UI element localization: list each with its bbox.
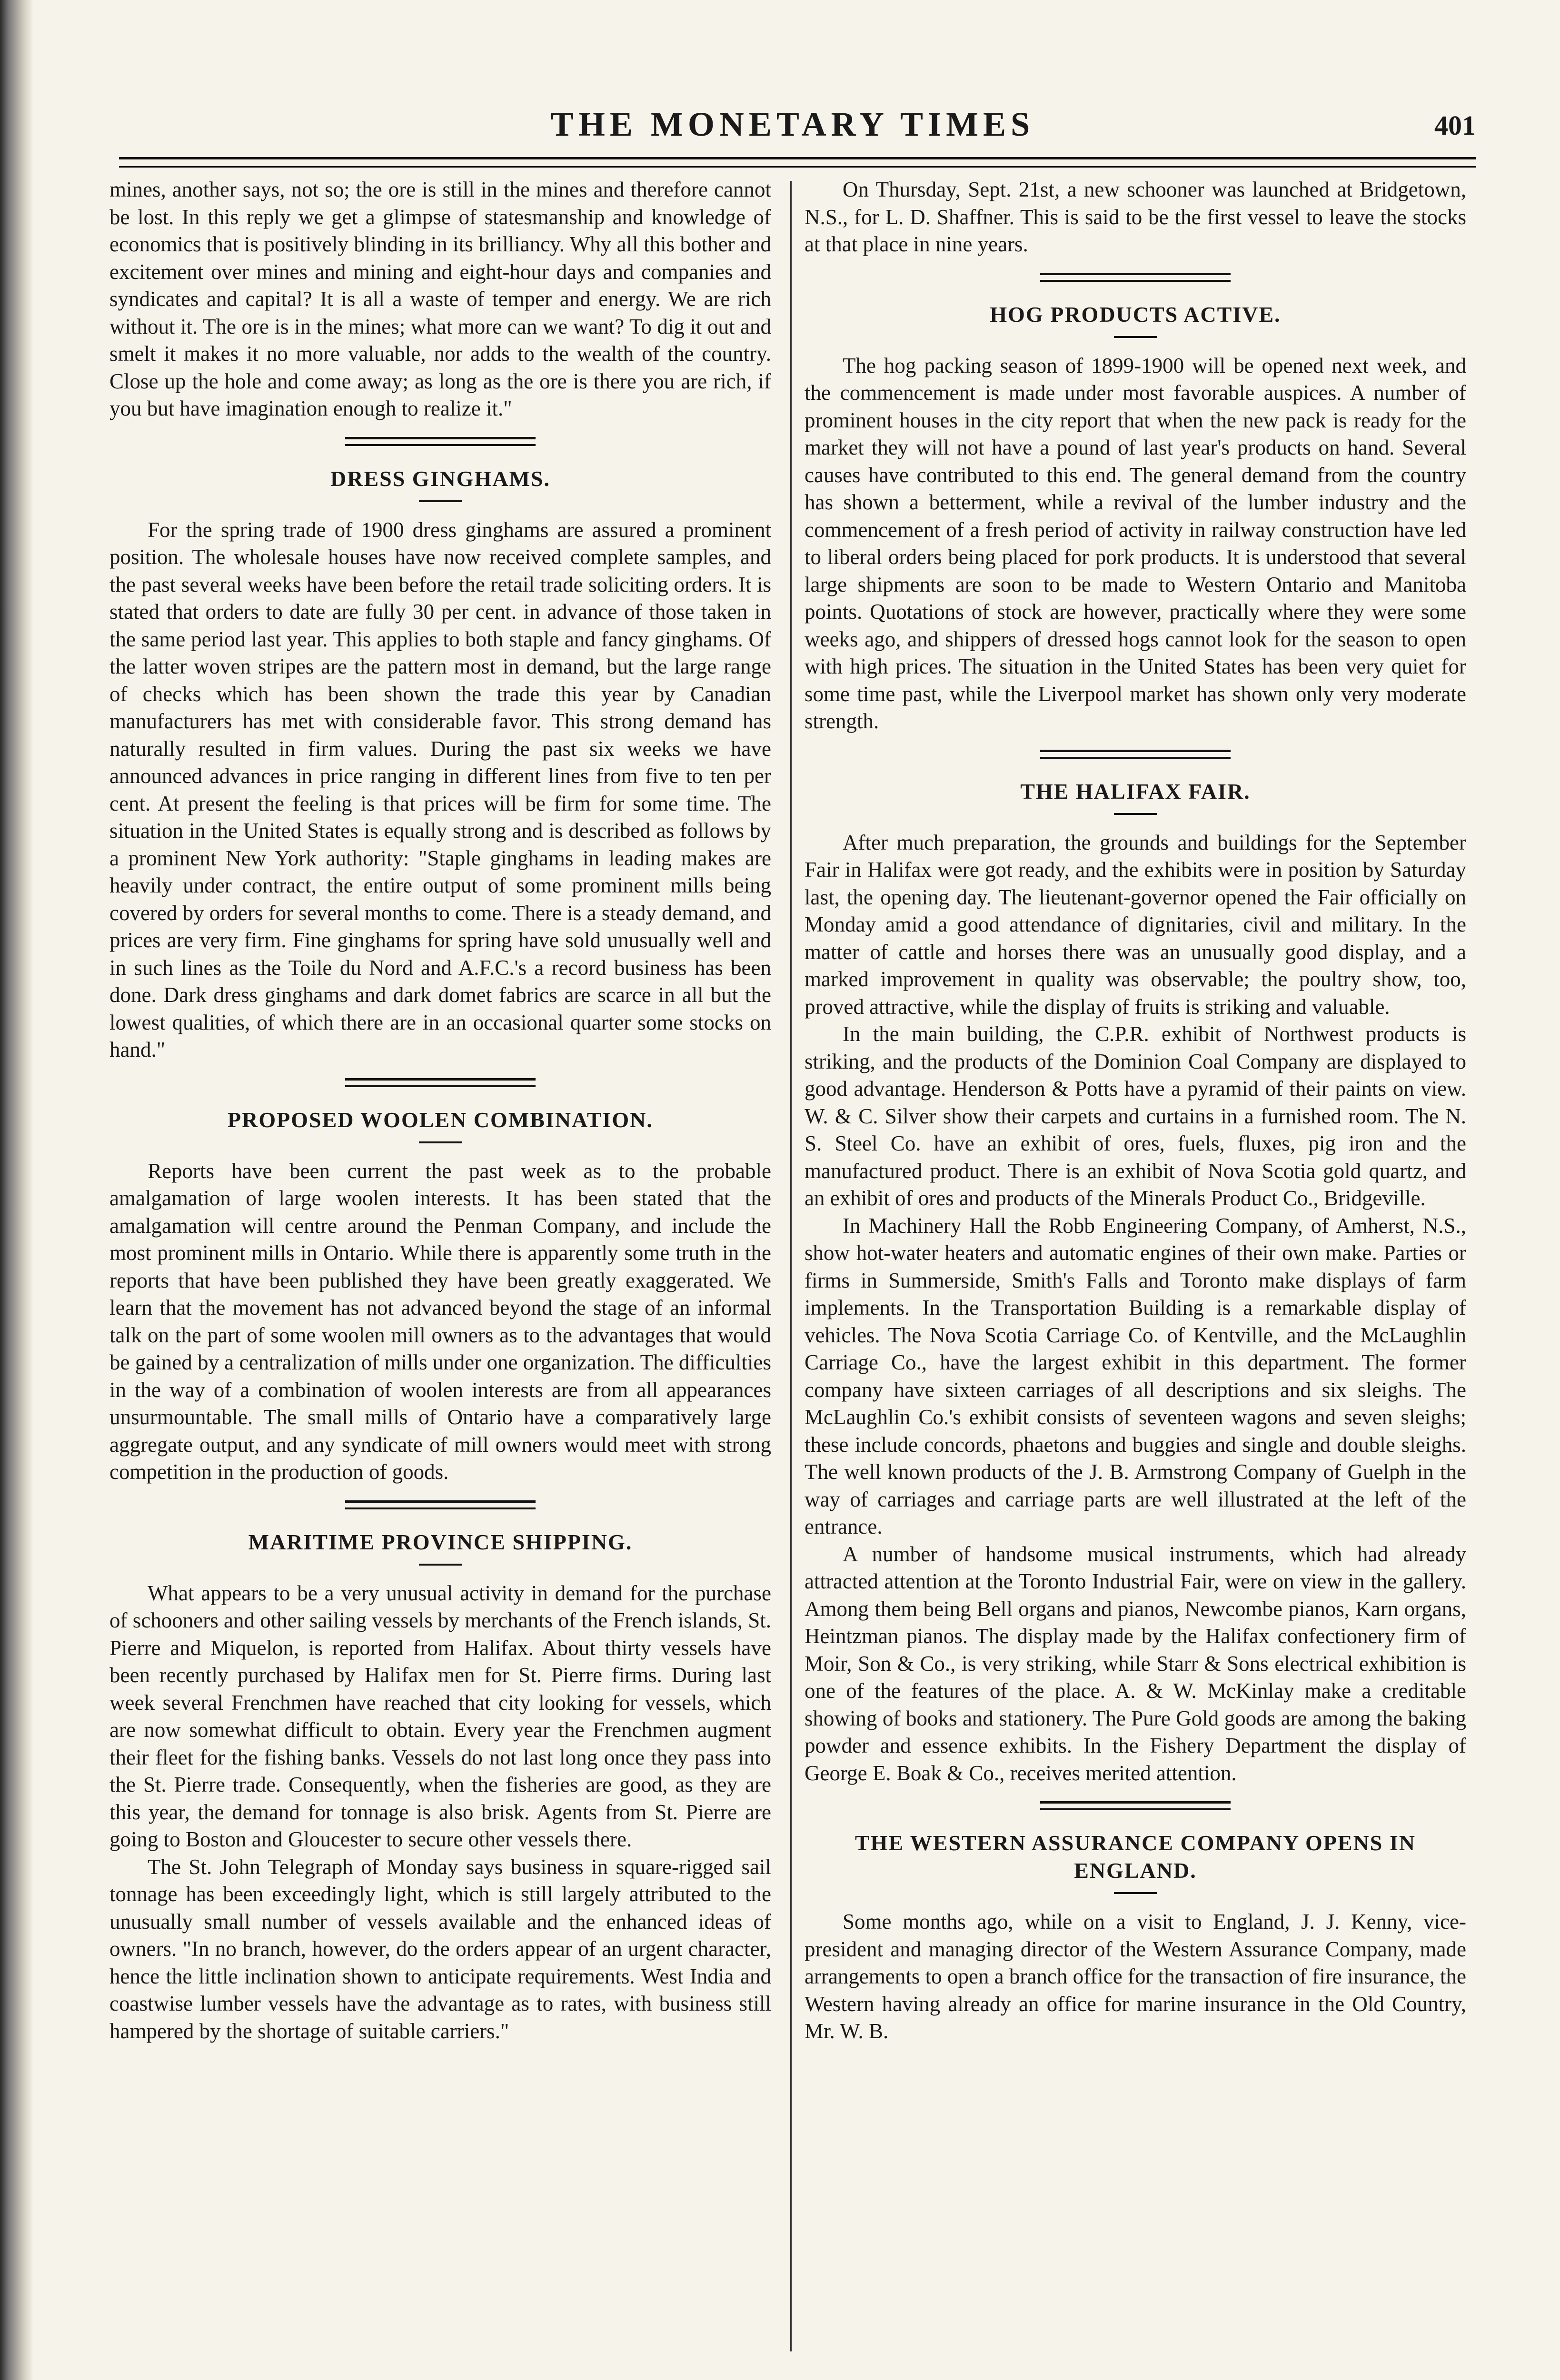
maritime-shipping-paragraph-1: What appears to be a very unusual activity in demand for the purchase of schooners and other sailing vessels by merchants of the French islands, St. Pierre and Miquelon, is reported from Halifax. About thirty vessels have been recently purchased by Halifax men for St. Pierre firms. During last week several Frenchmen have reached that city looking for vessels, which are now somewhat difficult to obtain. Every year the Frenchmen augment their fleet for the fishing banks. Vessels do not last long once they pass into the St. Pierre trade. Consequently, when the fisheries are good, as they are this year, the demand for tonnage is also brisk. Agents from St. Pierre are going to Boston and Gloucester to secure other vessels there. bbox=[109, 1581, 771, 1851]
left-column bbox=[109, 176, 771, 2045]
dress-ginghams-title: DRESS GINGHAMS. bbox=[330, 466, 550, 491]
western-assurance-body: Some months ago, while on a visit to England, J. J. Kenny, vice-president and managing director of the Western Assurance Company, made arrangements to open a branch office for the transaction of fire insurance, the Western having already an office for marine insurance in the Old Country, Mr. W. B. bbox=[805, 1910, 1466, 2043]
scan-edge bbox=[0, 0, 33, 2380]
hog-products-body: The hog packing season of 1899-1900 will be opened next week, and the commencement is made under most favorable auspices. A number of prominent houses in the city report that when the new pack is ready for the market they will not have a pound of last year's products on hand. Several causes have contributed to this end. The general demand from the country has shown a betterment, while a revival of the lumber industry and the commencement of a fresh period of activity in railway construction have led to liberal orders being placed for pork products. It is understood that several large shipments are soon to be made to Western Ontario and Manitoba points. Quotations of stock are however, practically where they were some weeks ago, and shippers of dressed hogs cannot look for the season to open with high prices. The situation in the United States has been very quiet for some time past, while the Liverpool market has shown only very moderate strength. bbox=[805, 353, 1466, 733]
western-assurance-title: THE WESTERN ASSURANCE COMPANY OPENS IN ENGLAND. bbox=[855, 1831, 1416, 1883]
section-divider bbox=[1040, 750, 1231, 759]
woolen-combination-body: Reports have been current the past week as to the probable amalgamation of large woolen interests. It has been stated that the amalgamation will centre around the Penman Company, and include the most prominent mills in Ontario. While there is apparently some truth in the reports that have been published they have been greatly exaggerated. We learn that the movement has not advanced beyond the stage of an informal talk on the part of some woolen mill owners as to the advantages that would be gained by a centralization of mills under one organization. The difficulties in the way of a combination of woolen interests are from all appearances unsurmountable. The small mills of Ontario have a comparatively large aggregate output, and any syndicate of mill owners would meet with strong competition in the production of goods. bbox=[109, 1159, 771, 1484]
halifax-fair-title: THE HALIFAX FAIR. bbox=[1020, 779, 1251, 803]
halifax-fair-paragraph-2: In the main building, the C.P.R. exhibit of Northwest products is striking, and the products of the Dominion Coal Company are displayed to good advantage. Henderson & Potts have a pyramid of their paints on view. W. & C. Silver show their carpets and curtains in a furnished room. The N. S. Steel Co. have an exhibit of ores, fuels, fluxes, pig iron and the manufactured product. There is an exhibit of Nova Scotia gold quartz, and an exhibit of ores and products of the Minerals Product Co., Bridgeville. bbox=[805, 1022, 1466, 1210]
page-header bbox=[109, 100, 1476, 157]
section-divider bbox=[1040, 273, 1231, 282]
halifax-fair-paragraph-1: After much preparation, the grounds and buildings for the September Fair in Halifax were got ready, and the exhibits were in position by Saturday last, the opening day. The lieutenant-governor opened the Fair officially on Monday amid a good attendance of dignitaries, civil and military. In the matter of cattle and horses there was an unusually good display, and a marked improvement in quality was observable; the poultry show, too, proved attractive, while the display of fruits is striking and valuable. bbox=[805, 830, 1466, 1019]
woolen-combination-title: PROPOSED WOOLEN COMBINATION. bbox=[228, 1107, 653, 1132]
title-underline bbox=[419, 1564, 462, 1566]
column-divider bbox=[790, 181, 792, 2351]
maritime-shipping-title: MARITIME PROVINCE SHIPPING. bbox=[248, 1529, 633, 1554]
title-underline bbox=[1114, 336, 1157, 338]
hog-products-title: HOG PRODUCTS ACTIVE. bbox=[990, 302, 1281, 327]
section-divider bbox=[345, 1500, 536, 1509]
publication-title: THE MONETARY TIMES bbox=[550, 105, 1035, 143]
header-rule bbox=[119, 157, 1476, 168]
page-number: 401 bbox=[1434, 110, 1476, 141]
title-underline bbox=[1114, 813, 1157, 815]
section-divider bbox=[345, 437, 536, 446]
title-underline bbox=[1114, 1892, 1157, 1894]
right-column bbox=[805, 176, 1466, 2045]
halifax-fair-paragraph-4: A number of handsome musical instruments, which had already attracted attention at the Toronto Industrial Fair, were on view in the gallery. Among them being Bell organs and pianos, Newcombe pianos, Karn organs, Heintzman pianos. The display made by the Halifax confectionery firm of Moir, Son & Co., is very striking, while Starr & Sons electrical exhibition is one of the features of the place. A. & W. McKinlay make a creditable showing of books and stationery. The Pure Gold goods are among the baking powder and essence exhibits. In the Fishery Department the display of George E. Boak & Co., receives merited attention. bbox=[805, 1542, 1466, 1785]
dress-ginghams-body: For the spring trade of 1900 dress ginghams are assured a prominent position. The wholesale houses have now received complete samples, and the past several weeks have been before the retail trade soliciting orders. It is stated that orders to date are fully 30 per cent. in advance of those taken in the same period last year. This applies to both staple and fancy ginghams. Of the latter woven stripes are the pattern most in demand, but the large range of checks which has been shown the trade this year by Canadian manufacturers has met with considerable favor. This strong demand has naturally resulted in firm values. During the past six weeks we have announced advances in price ranging in different lines from five to ten per cent. At present the feeling is that prices will be firm for some time. The situation in the United States is equally strong and is described as follows by a prominent New York authority: "Staple ginghams in leading makes are heavily under contract, the entire output of some prominent mills being covered by orders for several months to come. There is a steady demand, and prices are very firm. Fine ginghams for spring have sold unusually well and in such lines as the Toile du Nord and A.F.C.'s a record business has been done. Dark dress ginghams and dark domet fabrics are scarce in all but the lowest qualities, of which there are in an occasional quarter some stocks on hand." bbox=[109, 517, 771, 1061]
title-underline bbox=[419, 1141, 462, 1143]
continued-paragraph: mines, another says, not so; the ore is still in the mines and therefore cannot be lost. In this reply we get a glimpse of statesmanship and knowledge of economics that is positively blinding in its brilliancy. Why all this bother and excitement over mines and mining and eight-hour days and companies and syndicates and capital? It is all a waste of temper and energy. We are rich without it. The ore is in the mines; what more can we want? To dig it out and smelt it makes it no more valuable, nor adds to the wealth of the country. Close up the hole and come away; as long as the ore is there you are rich, if you but have imagination enough to realize it." bbox=[109, 178, 771, 420]
schooner-launch-paragraph: On Thursday, Sept. 21st, a new schooner was launched at Bridgetown, N.S., for L. D. Shaffner. This is said to be the first vessel to leave the stocks at that place in nine years. bbox=[805, 178, 1466, 256]
halifax-fair-paragraph-3: In Machinery Hall the Robb Engineering Company, of Amherst, N.S., show hot-water heaters and automatic engines of their own make. Parties or firms in Summerside, Smith's Falls and Toronto make displays of farm implements. In the Transportation Building is a remarkable display of vehicles. The Nova Scotia Carriage Co. of Kentville, and the McLaughlin Carriage Co., have the largest exhibit in this department. The former company have sixteen carriages of all descriptions and six sleighs. The McLaughlin Co.'s exhibit consists of seventeen wagons and seven sleighs; these include concords, phaetons and buggies and single and double sleighs. The well known products of the J. B. Armstrong Company of Guelph in the way of carriages and carriage parts are well illustrated at the left of the entrance. bbox=[805, 1213, 1466, 1538]
section-divider bbox=[345, 1078, 536, 1087]
section-divider bbox=[1040, 1801, 1231, 1810]
maritime-shipping-paragraph-2: The St. John Telegraph of Monday says business in square-rigged sail tonnage has been exceedingly light, which is still largely attributed to the unusually small number of vessels available and the enhanced ideas of owners. "In no branch, however, do the orders appear of an urgent character, hence the little inclination shown to anticipate requirements. West India and coastwise lumber vessels have the advantage as to rates, with business still hampered by the shortage of suitable carriers." bbox=[109, 1854, 771, 2043]
title-underline bbox=[419, 500, 462, 502]
